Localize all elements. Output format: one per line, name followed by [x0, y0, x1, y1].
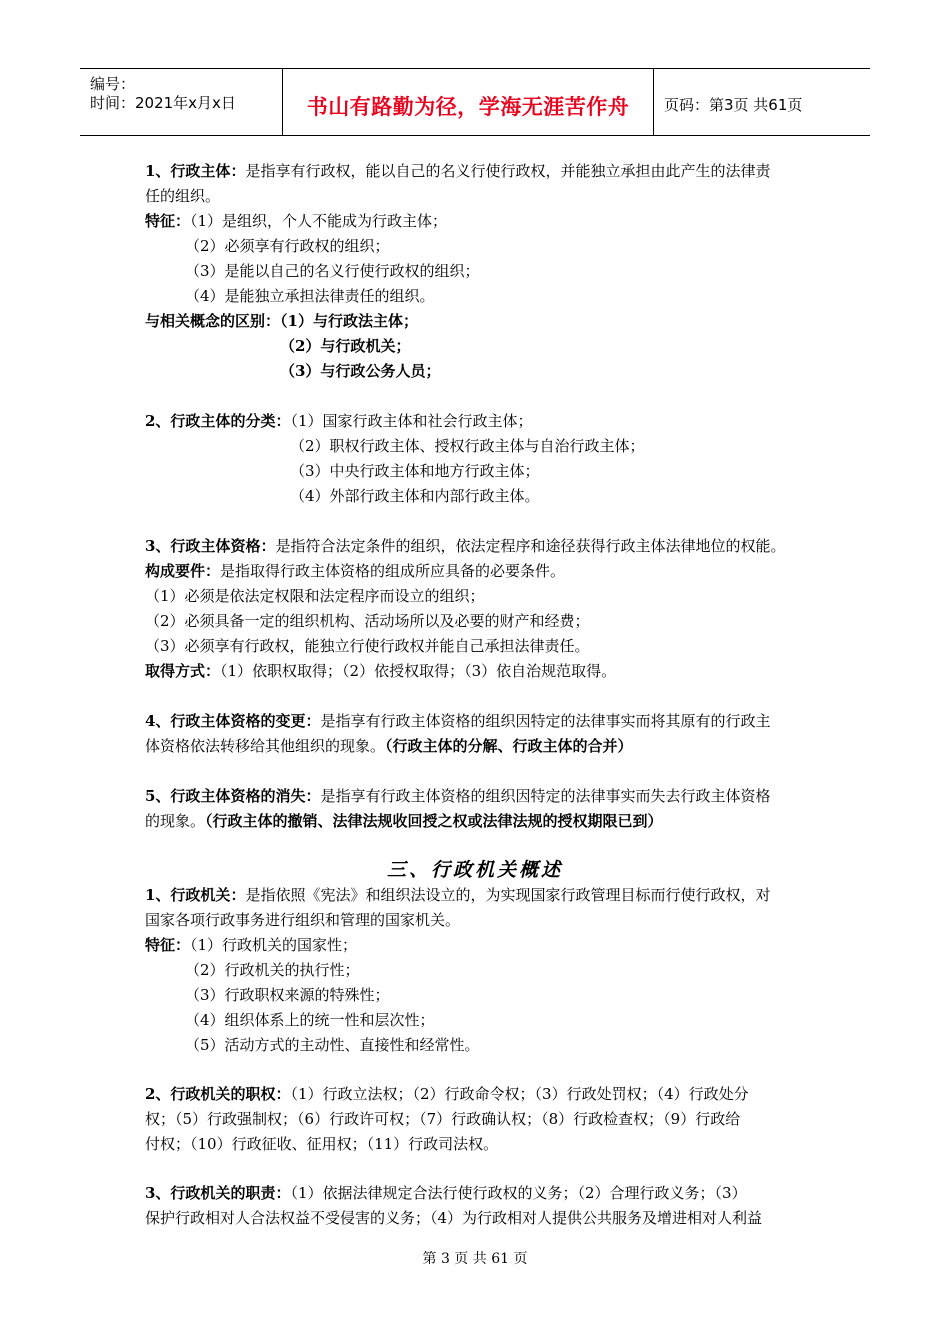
s5-definition-cont: 的现象。 [145, 812, 206, 830]
s3-line-1 [145, 537, 785, 555]
s1-feature-label: 特征： [145, 212, 191, 230]
s5-line-1 [145, 787, 770, 805]
t1-feature-label: 特征： [145, 936, 191, 954]
s1-diff-3: （3）与行政公务人员； [280, 362, 441, 380]
s4-definition-cont: 体资格依法转移给其他组织的现象。 [145, 737, 386, 755]
s5-heading: 5、行政主体资格的消失： [145, 787, 321, 805]
s5-definition: 是指享有行政主体资格的组织因特定的法律事实而失去行政主体资格 [320, 787, 771, 805]
t1-feature-line-1 [145, 936, 357, 954]
s1-definition-line-2: 任的组织。 [145, 187, 221, 205]
s1-diff-2: （2）与行政机关； [280, 337, 411, 355]
s1-definition: 是指享有行政权，能以自己的名义行使行政权，并能独立承担由此产生的法律责 [245, 162, 771, 180]
s3-req-line [145, 562, 565, 580]
s3-req-label: 构成要件： [145, 562, 221, 580]
s4-heading: 4、行政主体资格的变更： [145, 712, 321, 730]
t3-duties-1: （1）依据法律规定合法行使行政权的义务；（2）合理行政义务；（3） [290, 1184, 747, 1202]
t1-definition-cont: 国家各项行政事务进行组织和管理的国家机关。 [145, 911, 461, 929]
page-header [80, 68, 870, 136]
s2-class-4: （4）外部行政主体和内部行政主体。 [290, 487, 540, 505]
t2-powers-2: 权；（5）行政强制权；（6）行政许可权；（7）行政确认权；（8）行政检查权；（9）行政给 [145, 1110, 741, 1128]
s3-acq-methods: （1）依职权取得；（2）依授权取得；（3）依自治规范取得。 [220, 662, 617, 680]
t1-feature-3: （3）行政职权来源的特殊性； [185, 986, 390, 1004]
t1-line-1 [145, 886, 770, 904]
s1-feature-1: （1）是组织，个人不能成为行政主体； [190, 212, 448, 230]
t2-heading: 2、行政机关的职权： [145, 1085, 291, 1103]
s2-line-1 [145, 412, 533, 430]
s1-feature-3: （3）是能以自己的名义行使行政权的组织； [185, 262, 480, 280]
s3-req-3: （3）必须享有行政权，能独立行使行政权并能自己承担法律责任。 [145, 637, 590, 655]
t2-line-1 [145, 1085, 749, 1103]
header-meta-cell [80, 69, 283, 135]
t1-feature-1: （1）行政机关的国家性； [190, 936, 358, 954]
s3-acq-line [145, 662, 616, 680]
s2-class-1: （1）国家行政主体和社会行政主体； [290, 412, 533, 430]
s1-diff-label: 与相关概念的区别： [145, 312, 281, 330]
header-motto-cell [283, 69, 654, 135]
header-page-cell [654, 69, 870, 135]
s2-class-3: （3）中央行政主体和地方行政主体； [290, 462, 540, 480]
s2-heading: 2、行政主体的分类： [145, 412, 291, 430]
header-page-number: 页码：第3页 共61页 [664, 96, 803, 114]
s3-req-definition: 是指取得行政主体资格的组成所应具备的必要条件。 [220, 562, 566, 580]
s4-note: （行政主体的分解、行政主体的合并） [385, 737, 633, 755]
s3-heading: 3、行政主体资格： [145, 537, 276, 555]
s5-line-2 [145, 812, 663, 830]
t3-line-1 [145, 1184, 747, 1202]
s4-line-1 [145, 712, 770, 730]
doc-number-label: 编号： [90, 75, 136, 93]
s1-heading: 1、行政主体： [145, 162, 246, 180]
t2-powers-1: （1）行政立法权；（2）行政命令权；（3）行政处罚权；（4）行政处分 [290, 1085, 749, 1103]
t3-duties-2: 保护行政相对人合法权益不受侵害的义务；（4）为行政相对人提供公共服务及增进相对人利益 [145, 1209, 763, 1227]
s3-definition: 是指符合法定条件的组织，依法定程序和途径获得行政主体法律地位的权能。 [275, 537, 786, 555]
t3-heading: 3、行政机关的职责： [145, 1184, 291, 1202]
s1-feature-2: （2）必须享有行政权的组织； [185, 237, 390, 255]
s1-feature-4: （4）是能独立承担法律责任的组织。 [185, 287, 435, 305]
t1-feature-4: （4）组织体系上的统一性和层次性； [185, 1011, 435, 1029]
s4-definition: 是指享有行政主体资格的组织因特定的法律事实而将其原有的行政主 [320, 712, 771, 730]
section-title: 三、行政机关概述 [386, 859, 563, 881]
t1-definition: 是指依照《宪法》和组织法设立的，为实现国家行政管理目标而行使行政权，对 [245, 886, 771, 904]
t1-feature-2: （2）行政机关的执行性； [185, 961, 360, 979]
s4-line-2 [145, 737, 633, 755]
s5-note: （行政主体的撤销、法律法规收回授之权或法律法规的授权期限已到） [205, 812, 663, 830]
s3-req-2: （2）必须具备一定的组织机构、活动场所以及必要的财产和经费； [145, 612, 590, 630]
t2-powers-3: 付权；（10）行政征收、征用权；（11）行政司法权。 [145, 1135, 499, 1153]
t1-feature-5: （5）活动方式的主动性、直接性和经常性。 [185, 1036, 480, 1054]
s1-diff-1: （1）与行政法主体； [280, 312, 418, 330]
doc-date-label: 时间：2021年x月x日 [90, 94, 236, 112]
s3-acq-label: 取得方式： [145, 662, 221, 680]
s1-feature-line-1 [145, 212, 447, 230]
s1-diff-line-1 [145, 312, 418, 330]
s2-class-2: （2）职权行政主体、授权行政主体与自治行政主体； [290, 437, 645, 455]
s3-req-1: （1）必须是依法定权限和法定程序而设立的组织； [145, 587, 485, 605]
t1-heading: 1、行政机关： [145, 886, 246, 904]
page-footer: 第 3 页 共 61 页 [422, 1251, 528, 1267]
s1-definition-line-1 [145, 162, 770, 180]
header-motto: 书山有路勤为径，学海无涯苦作舟 [306, 95, 630, 119]
